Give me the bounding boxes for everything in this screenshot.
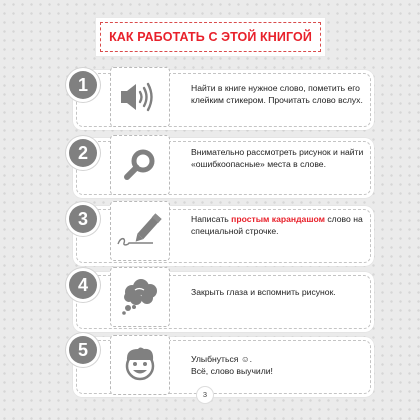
step-text-2: Внимательно рассмотреть рисунок и найти «ошибкоопасные» места в слове. <box>191 147 364 169</box>
smiley-face-icon <box>118 343 162 387</box>
step-text-3 <box>191 213 369 237</box>
step-text-3-end: слово на специальной строчке. <box>191 214 363 236</box>
pencil-icon-box <box>110 201 170 261</box>
title-banner <box>96 18 325 56</box>
step-text-5-line2: Всё, слово выучили! <box>191 366 273 376</box>
step-number-4: 4 <box>69 271 97 299</box>
step-text-5 <box>191 353 369 377</box>
page-number: 3 <box>197 387 213 403</box>
thought-cloud-icon <box>118 277 162 317</box>
pencil-icon <box>115 211 165 251</box>
magnifier-icon-box <box>110 135 170 195</box>
highlighted-phrase: простым карандашом <box>231 214 325 224</box>
step-number-5: 5 <box>69 336 97 364</box>
thought-cloud-icon-box <box>110 267 170 327</box>
step-text-4: Закрыть глаза и вспомнить рисунок. <box>191 287 336 297</box>
page-title: КАК РАБОТАТЬ С ЭТОЙ КНИГОЙ <box>109 30 312 44</box>
step-number-2: 2 <box>69 139 97 167</box>
step-number-1: 1 <box>69 71 97 99</box>
speaker-icon <box>119 82 161 112</box>
step-text-5-line1: Улыбнуться ☺. <box>191 354 252 364</box>
step-text-3-start: Написать <box>191 214 232 224</box>
speaker-icon-box <box>110 67 170 127</box>
magnifier-icon <box>122 147 158 183</box>
step-text-1: Найти в книге нужное слово, пометить его клейким стикером. Прочитать слово вслух. <box>191 83 363 105</box>
step-number-3: 3 <box>69 205 97 233</box>
smiley-face-icon-box <box>110 335 170 395</box>
